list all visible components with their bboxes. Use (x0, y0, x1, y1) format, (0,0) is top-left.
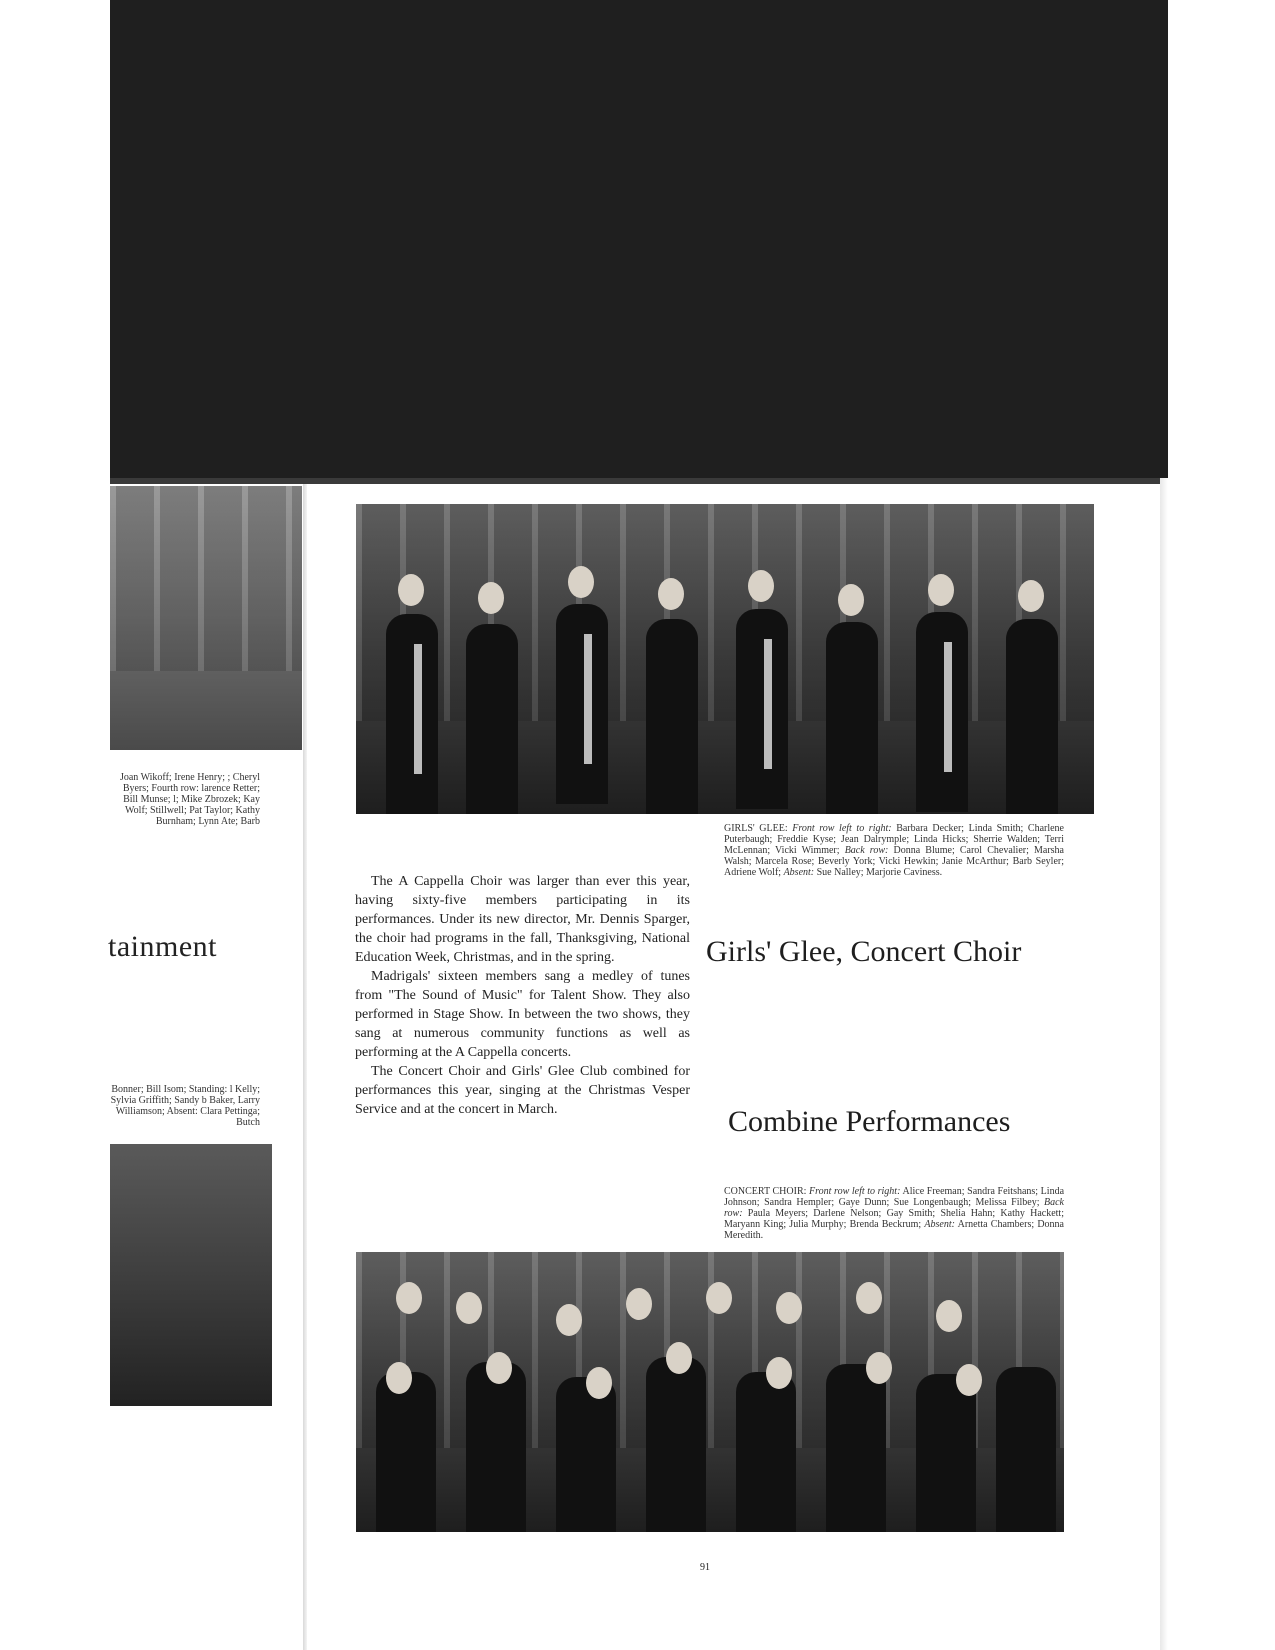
left-heading-fragment: tainment (108, 930, 217, 963)
body-paragraph-3: The Concert Choir and Girls' Glee Club combined for performances this year, singing at the Christmas Vesper Service and at the concert in March. (355, 1064, 690, 1117)
girls-glee-photo (356, 504, 1094, 814)
page-number: 91 (700, 1562, 710, 1573)
caption-label: GIRLS' GLEE: (724, 823, 788, 834)
caption-absent-names: Arnetta Chambers; Donna Meredith. (724, 1219, 1064, 1241)
face (586, 1367, 612, 1399)
body-paragraph-2: Madrigals' sixteen members sang a medley of tunes from "The Sound of Music" for Talent Show. They also performed in Stage Show. In between the two shows, they sang at numerous community functions as well as performing at the A Cappella concerts. (355, 969, 690, 1060)
face (456, 1292, 482, 1324)
robe (826, 622, 878, 814)
girls-glee-caption (724, 823, 1064, 878)
face (666, 1342, 692, 1374)
face (866, 1352, 892, 1384)
robe (646, 619, 698, 814)
robe (466, 1362, 526, 1532)
caption-front-row-names: Alice Freeman; Sandra Feitshans; Linda Johnson; Sandra Hempler; Gaye Dunn; Sue Longenbaugh; Melissa Filbey; (724, 1186, 1065, 1208)
face (1018, 580, 1044, 612)
photo-backdrop (110, 486, 302, 671)
face (936, 1300, 962, 1332)
caption-label: CONCERT CHOIR: (724, 1186, 807, 1197)
face (398, 574, 424, 606)
caption-front-row-label: Front row left to right: (809, 1186, 901, 1197)
robe (466, 624, 518, 814)
article-body (355, 872, 690, 1119)
left-caption-bottom: Bonner; Bill Isom; Standing: l Kelly; Sylvia Griffith; Sandy b Baker, Larry Williamson; Absent: Clara Pettinga; Butch (110, 1084, 260, 1128)
concert-choir-caption (724, 1186, 1064, 1241)
face (486, 1352, 512, 1384)
face (478, 582, 504, 614)
face (838, 584, 864, 616)
caption-front-row-names: Barbara Decker; Linda Smith; Charlene Puterbaugh; Freddie Kyse; Jean Dalrymple; Linda Hicks; Sherrie Walden; Terri McLennan; Vicki Wimmer; (724, 823, 1064, 856)
robe (646, 1357, 706, 1532)
caption-back-row-label: Back row: (724, 1197, 1064, 1219)
robe (736, 1372, 796, 1532)
caption-back-row-label: Back row: (844, 845, 889, 856)
caption-back-row-names: Paula Meyers; Darlene Nelson; Gay Smith; Shelia Hahn; Kathy Hackett; Maryann King; Julia Murphy; Brenda Beckrum; (724, 1208, 1064, 1230)
caption-absent-label: Absent: (924, 1219, 955, 1230)
face (568, 566, 594, 598)
face (766, 1357, 792, 1389)
face (386, 1362, 412, 1394)
face (706, 1282, 732, 1314)
face (776, 1292, 802, 1324)
caption-absent-names: Sue Nalley; Marjorie Caviness. (816, 867, 943, 878)
face (956, 1364, 982, 1396)
face (928, 574, 954, 606)
caption-front-row-label: Front row left to right: (792, 823, 892, 834)
robe (996, 1367, 1056, 1532)
robe (826, 1364, 886, 1532)
robe (736, 609, 788, 809)
face (396, 1282, 422, 1314)
face (856, 1282, 882, 1314)
heading-girls-glee-concert-choir: Girls' Glee, Concert Choir (706, 935, 1022, 968)
left-caption-top: Joan Wikoff; Irene Henry; ; Cheryl Byers; Fourth row: larence Retter; Bill Munse; l; Mike Zbrozek; Kay Wolf; Stillwell; Pat Taylor; Kathy Burnham; Lynn Ate; Barb (119, 772, 260, 827)
caption-back-row-names: Donna Blume; Carol Chevalier; Marsha Walsh; Marcela Rose; Beverly York; Vicki Hewkin; Janie McArthur; Barb Seyler; Adriene Wolf; (724, 845, 1064, 878)
body-paragraph-1: The A Cappella Choir was larger than ever this year, having sixty-five members participating in its performances. Under its new director, Mr. Dennis Sparger, the choir had programs in the fall, Thanksgiving, National Education Week, Christmas, and in the spring. (355, 874, 690, 965)
face (556, 1304, 582, 1336)
face (626, 1288, 652, 1320)
dark-cover-area (110, 0, 1168, 484)
left-choir-photo (110, 486, 302, 750)
stole (584, 634, 592, 764)
robe (556, 1377, 616, 1532)
stole (764, 639, 772, 769)
page-edge (1160, 478, 1168, 1650)
heading-combine-performances: Combine Performances (728, 1105, 1011, 1138)
face (748, 570, 774, 602)
left-bottom-photo (110, 1144, 272, 1406)
face (658, 578, 684, 610)
stole (414, 644, 422, 774)
stole (944, 642, 952, 772)
book-spine (303, 484, 307, 1650)
robe (1006, 619, 1058, 814)
concert-choir-photo (356, 1252, 1064, 1532)
robe (916, 1374, 976, 1532)
caption-absent-label: Absent: (783, 867, 815, 878)
robe (376, 1372, 436, 1532)
robe (916, 612, 968, 812)
robe (556, 604, 608, 804)
robe (386, 614, 438, 814)
